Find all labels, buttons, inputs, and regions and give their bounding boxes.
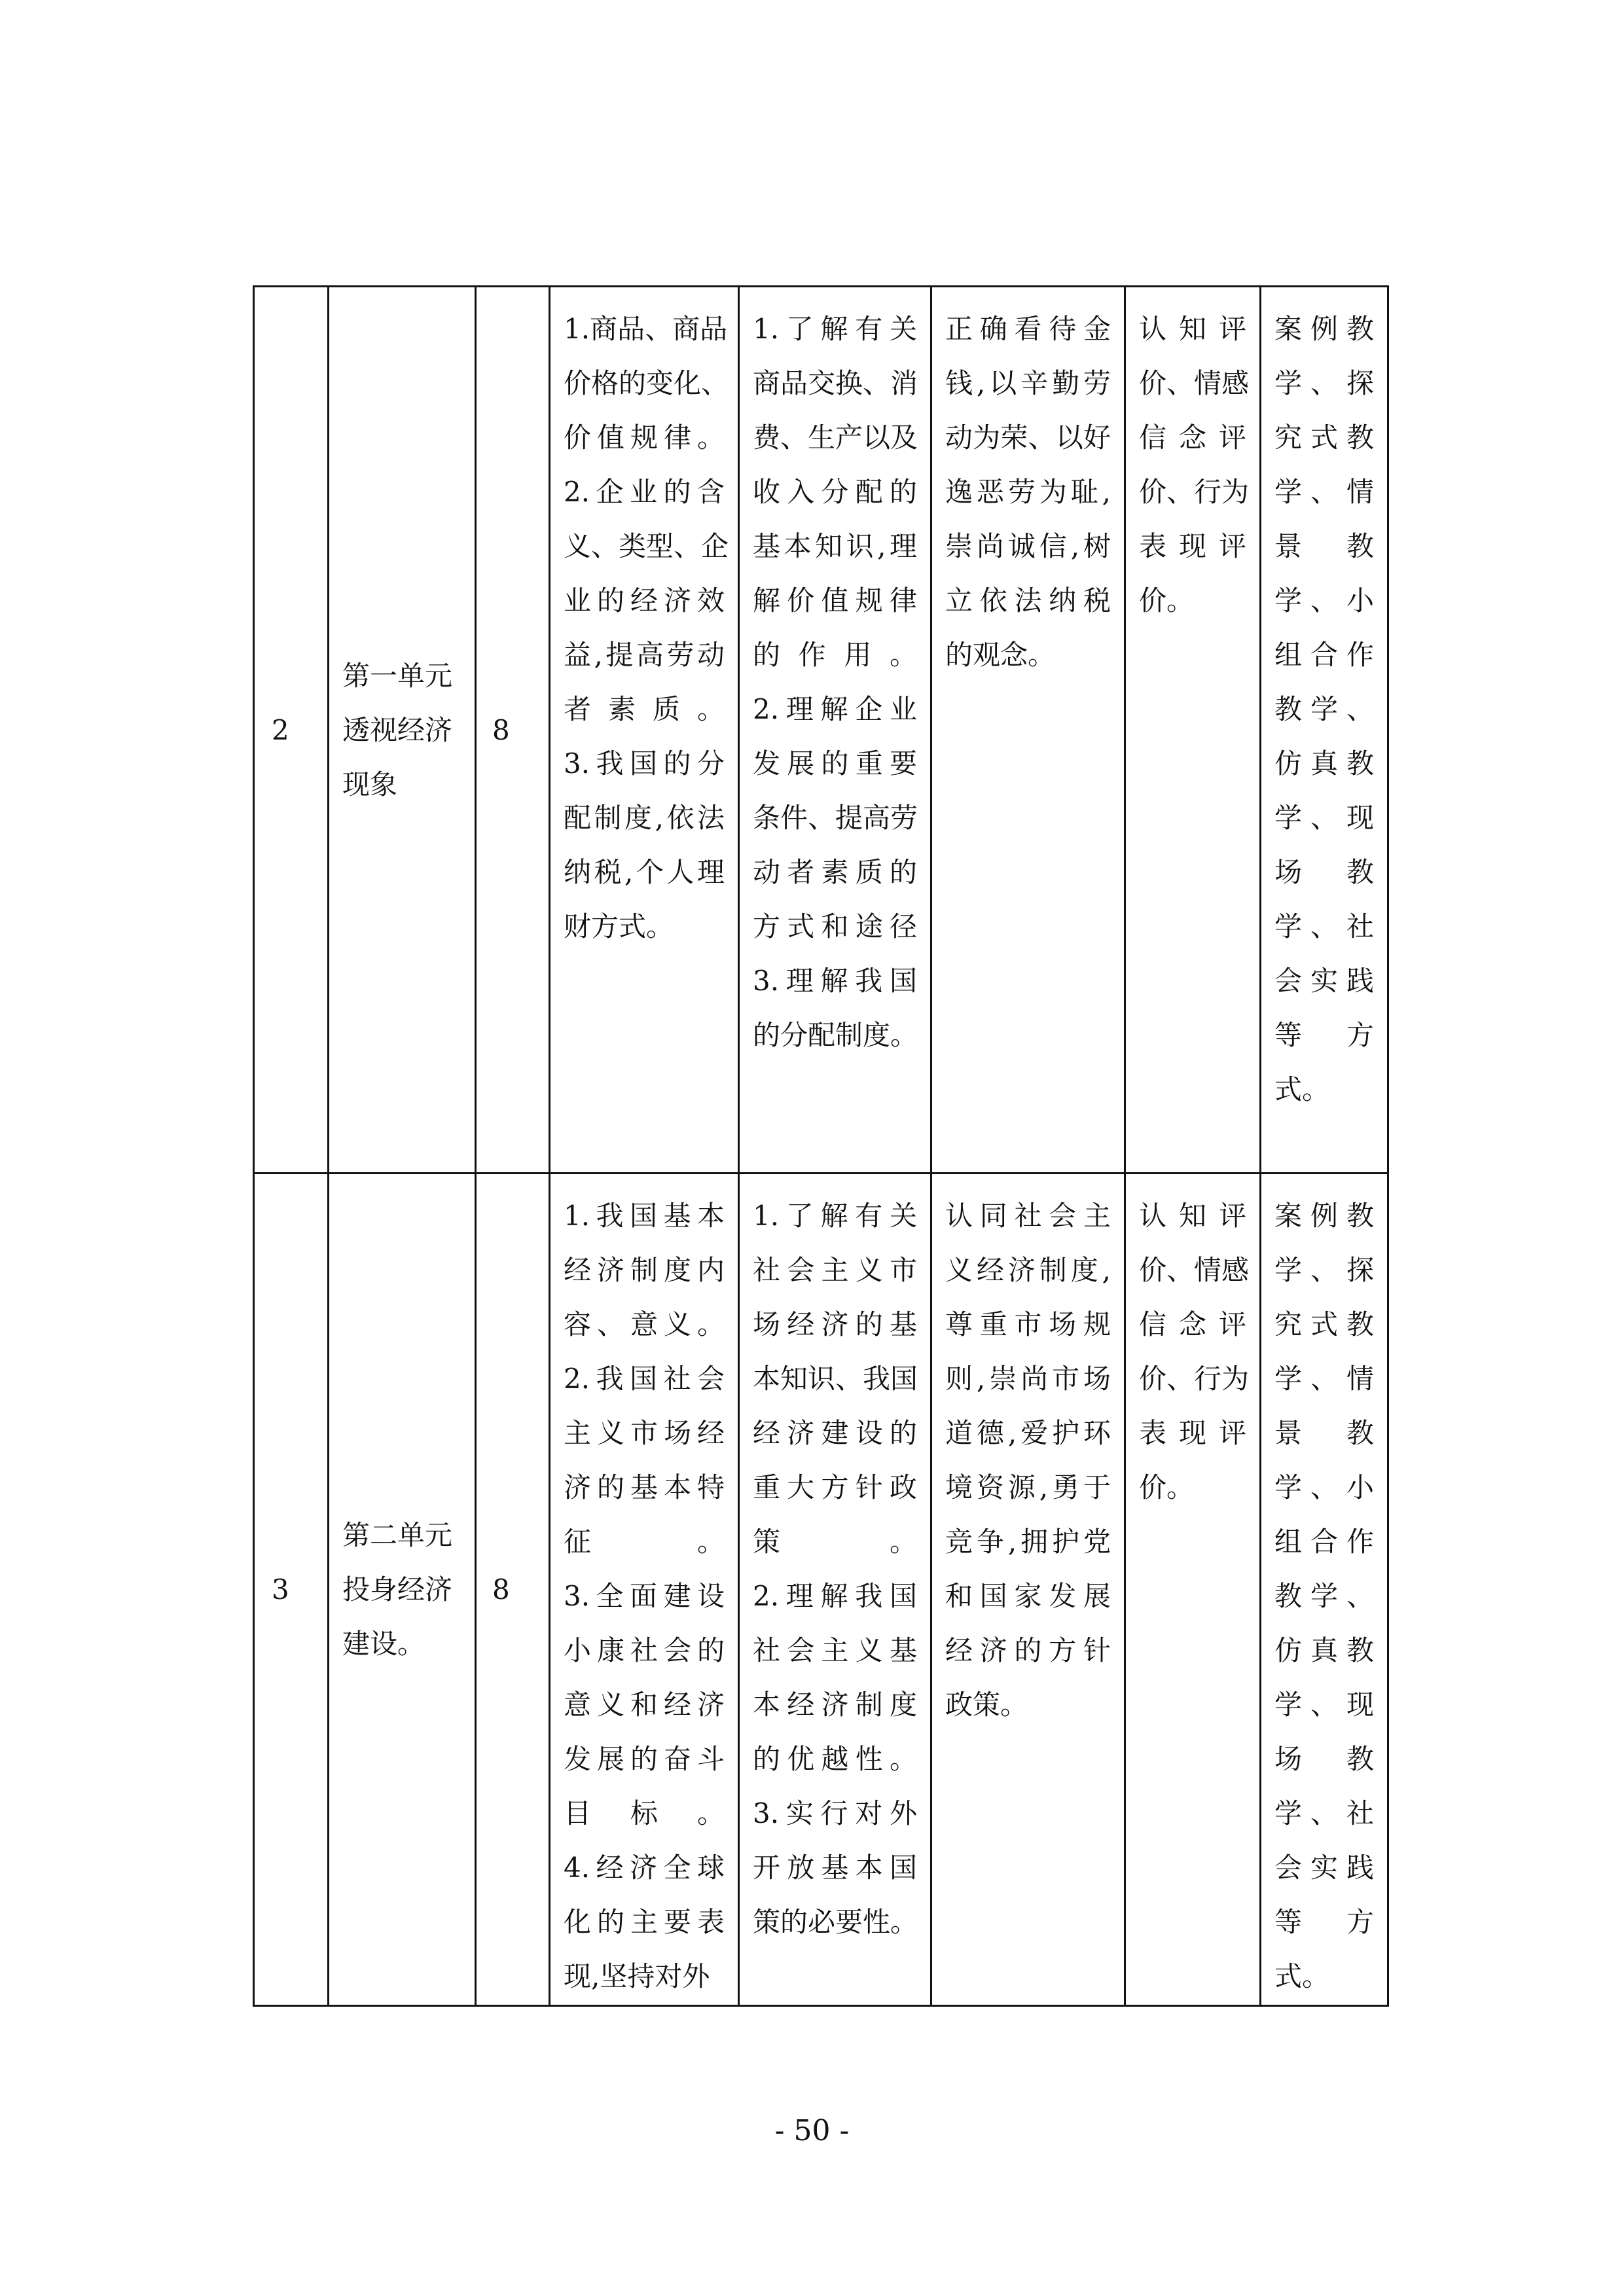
cell-line: 尊重市场规: [945, 1308, 1111, 1340]
cell-line: 解价值规律: [753, 584, 917, 617]
methods-cell: [1261, 1174, 1388, 2006]
cell-line: 式。: [1274, 1073, 1330, 1105]
unit-line: 现象: [342, 768, 398, 800]
unit-line: 第一单元: [342, 659, 453, 692]
cell-line: 钱,以辛勤劳: [945, 367, 1111, 399]
cell-line: 和国家发展: [945, 1580, 1111, 1612]
cell-line: 3.全面建设: [564, 1580, 725, 1612]
table-row: [254, 287, 1388, 1174]
cell-line: 方式和途径: [753, 910, 917, 942]
cell-line: 益,提高劳动: [564, 639, 725, 671]
cell-line: 征。: [564, 1526, 725, 1558]
cell-line: 立依法纳税: [945, 584, 1111, 617]
cell-line: 的分配制度。: [753, 1019, 918, 1051]
cell-line: 崇尚诚信,树: [945, 530, 1111, 562]
cell-line: 基本知识,理: [753, 530, 917, 562]
cell-line: 重大方针政: [753, 1471, 917, 1503]
cell-line: 组合作: [1274, 639, 1374, 671]
content-cell: [550, 287, 739, 1174]
cell-line: 3.实行对外: [753, 1797, 917, 1829]
cell-line: 则,崇尚市场: [945, 1363, 1111, 1395]
cell-line: 社会主义市: [753, 1254, 917, 1286]
cell-line: 2.理解我国: [753, 1580, 917, 1612]
hours-cell: 8: [476, 287, 550, 1174]
cell-line: 策的必要性。: [753, 1906, 918, 1938]
methods-cell: [1261, 287, 1388, 1174]
cell-line: 1.商品、商品: [564, 313, 728, 345]
cell-line: 经济制度内: [564, 1254, 725, 1286]
cell-line: 动者素质的: [753, 856, 917, 888]
cell-line: 究式教: [1274, 422, 1374, 454]
cell-line: 价、情感: [1139, 367, 1250, 399]
cell-line: 教学、: [1274, 693, 1374, 725]
cell-line: 价格的变化、: [564, 367, 729, 399]
cell-line: 条件、提高劳: [753, 802, 918, 834]
cell-line: 收入分配的: [753, 476, 917, 508]
cell-line: 信念评: [1139, 1308, 1246, 1340]
cell-line: 价、情感: [1139, 1254, 1250, 1286]
values-cell: [931, 1174, 1125, 2006]
unit-title-cell: [329, 287, 476, 1174]
cell-line: 仿真教: [1274, 747, 1374, 780]
unit-line: 透视经济: [342, 713, 453, 746]
unit-title-cell: [329, 1174, 476, 2006]
cell-line: 景 教: [1274, 530, 1374, 562]
cell-line: 现,坚持对外: [564, 1960, 710, 1992]
evaluation-cell: [1125, 1174, 1261, 2006]
cell-line: 境资源,勇于: [945, 1471, 1111, 1503]
cell-line: 经济的方针: [945, 1634, 1111, 1666]
cell-line: 义、类型、企: [564, 530, 729, 562]
unit-line: 建设。: [342, 1628, 425, 1660]
cell-line: 4.经济全球: [564, 1852, 725, 1884]
cell-line: 认知评: [1139, 313, 1246, 345]
cell-line: 表现评: [1139, 530, 1246, 562]
cell-line: 学、探: [1274, 1254, 1374, 1286]
goals-cell: [739, 1174, 931, 2006]
cell-line: 小康社会的: [564, 1634, 725, 1666]
cell-line: 场 教: [1274, 1743, 1374, 1775]
cell-line: 业的经济效: [564, 584, 725, 617]
cell-line: 究式教: [1274, 1308, 1374, 1340]
cell-line: 财方式。: [564, 910, 674, 942]
table-row: [254, 1174, 1388, 2006]
cell-line: 1.我国基本: [564, 1200, 725, 1232]
cell-line: 化的主要表: [564, 1906, 725, 1938]
cell-line: 主义市场经: [564, 1417, 725, 1449]
cell-line: 社会主义基: [753, 1634, 917, 1666]
cell-line: 会实践: [1274, 965, 1374, 997]
cell-line: 策。: [753, 1526, 917, 1558]
cell-line: 学、现: [1274, 802, 1374, 834]
cell-line: 学、探: [1274, 367, 1374, 399]
cell-line: 的作用。: [753, 639, 917, 671]
cell-line: 经济建设的: [753, 1417, 917, 1449]
cell-line: 式。: [1274, 1960, 1330, 1992]
cell-line: 学、社: [1274, 910, 1374, 942]
goals-cell: [739, 287, 931, 1174]
cell-line: 价。: [1139, 584, 1195, 617]
row-number-cell: 3: [254, 1174, 329, 2006]
cell-line: 学、现: [1274, 1689, 1374, 1721]
cell-line: 政策。: [945, 1689, 1028, 1721]
cell-line: 目标。: [564, 1797, 725, 1829]
cell-line: 配制度,依法: [564, 802, 725, 834]
cell-line: 意义和经济: [564, 1689, 725, 1721]
cell-line: 义经济制度,: [945, 1254, 1111, 1286]
cell-line: 案例教: [1274, 1200, 1374, 1232]
cell-line: 2.我国社会: [564, 1363, 725, 1395]
cell-line: 学、小: [1274, 584, 1374, 617]
cell-line: 案例教: [1274, 313, 1374, 345]
cell-line: 信念评: [1139, 422, 1246, 454]
cell-line: 济的基本特: [564, 1471, 725, 1503]
cell-line: 商品交换、消: [753, 367, 918, 399]
cell-line: 逸恶劳为耻,: [945, 476, 1111, 508]
cell-line: 学、情: [1274, 1363, 1374, 1395]
row-number-cell: 2: [254, 287, 329, 1174]
cell-line: 会实践: [1274, 1852, 1374, 1884]
cell-line: 费、生产以及: [753, 422, 918, 454]
cell-line: 价。: [1139, 1471, 1195, 1503]
unit-line: 投身经济: [342, 1573, 453, 1605]
cell-line: 发展的奋斗: [564, 1743, 725, 1775]
cell-line: 3.理解我国: [753, 965, 917, 997]
cell-line: 正确看待金: [945, 313, 1111, 345]
cell-line: 2.理解企业: [753, 693, 917, 725]
cell-line: 景 教: [1274, 1417, 1374, 1449]
cell-line: 纳税,个人理: [564, 856, 725, 888]
evaluation-cell: [1125, 287, 1261, 1174]
cell-line: 开放基本国: [753, 1852, 917, 1884]
values-cell: [931, 287, 1125, 1174]
cell-line: 场 教: [1274, 856, 1374, 888]
cell-line: 学、情: [1274, 476, 1374, 508]
cell-line: 认知评: [1139, 1200, 1246, 1232]
cell-line: 价、行为: [1139, 1363, 1250, 1395]
cell-line: 竞争,拥护党: [945, 1526, 1111, 1558]
cell-line: 3.我国的分: [564, 747, 725, 780]
cell-line: 动为荣、以好: [945, 422, 1111, 454]
unit-line: 第二单元: [342, 1519, 453, 1551]
cell-line: 容、意义。: [564, 1308, 725, 1340]
cell-line: 组合作: [1274, 1526, 1374, 1558]
cell-line: 场经济的基: [753, 1308, 917, 1340]
cell-line: 教学、: [1274, 1580, 1374, 1612]
cell-line: 1.了解有关: [753, 1200, 917, 1232]
cell-line: 仿真教: [1274, 1634, 1374, 1666]
cell-line: 的优越性。: [753, 1743, 917, 1775]
curriculum-table: [253, 285, 1389, 2007]
content-cell: [550, 1174, 739, 2006]
cell-line: 的观念。: [945, 639, 1056, 671]
cell-line: 学、社: [1274, 1797, 1374, 1829]
cell-line: 1.了解有关: [753, 313, 917, 345]
cell-line: 表现评: [1139, 1417, 1246, 1449]
cell-line: 者素质。: [564, 693, 725, 725]
cell-line: 认同社会主: [945, 1200, 1111, 1232]
cell-line: 发展的重要: [753, 747, 917, 780]
cell-line: 本经济制度: [753, 1689, 917, 1721]
cell-line: 等 方: [1274, 1906, 1374, 1938]
cell-line: 本知识、我国: [753, 1363, 918, 1395]
hours-cell: 8: [476, 1174, 550, 2006]
cell-line: 道德,爱护环: [945, 1417, 1111, 1449]
cell-line: 价、行为: [1139, 476, 1250, 508]
cell-line: 学、小: [1274, 1471, 1374, 1503]
cell-line: 价值规律。: [564, 422, 725, 454]
page-number: - 50 -: [774, 2114, 850, 2147]
cell-line: 2.企业的含: [564, 476, 725, 508]
cell-line: 等 方: [1274, 1019, 1374, 1051]
